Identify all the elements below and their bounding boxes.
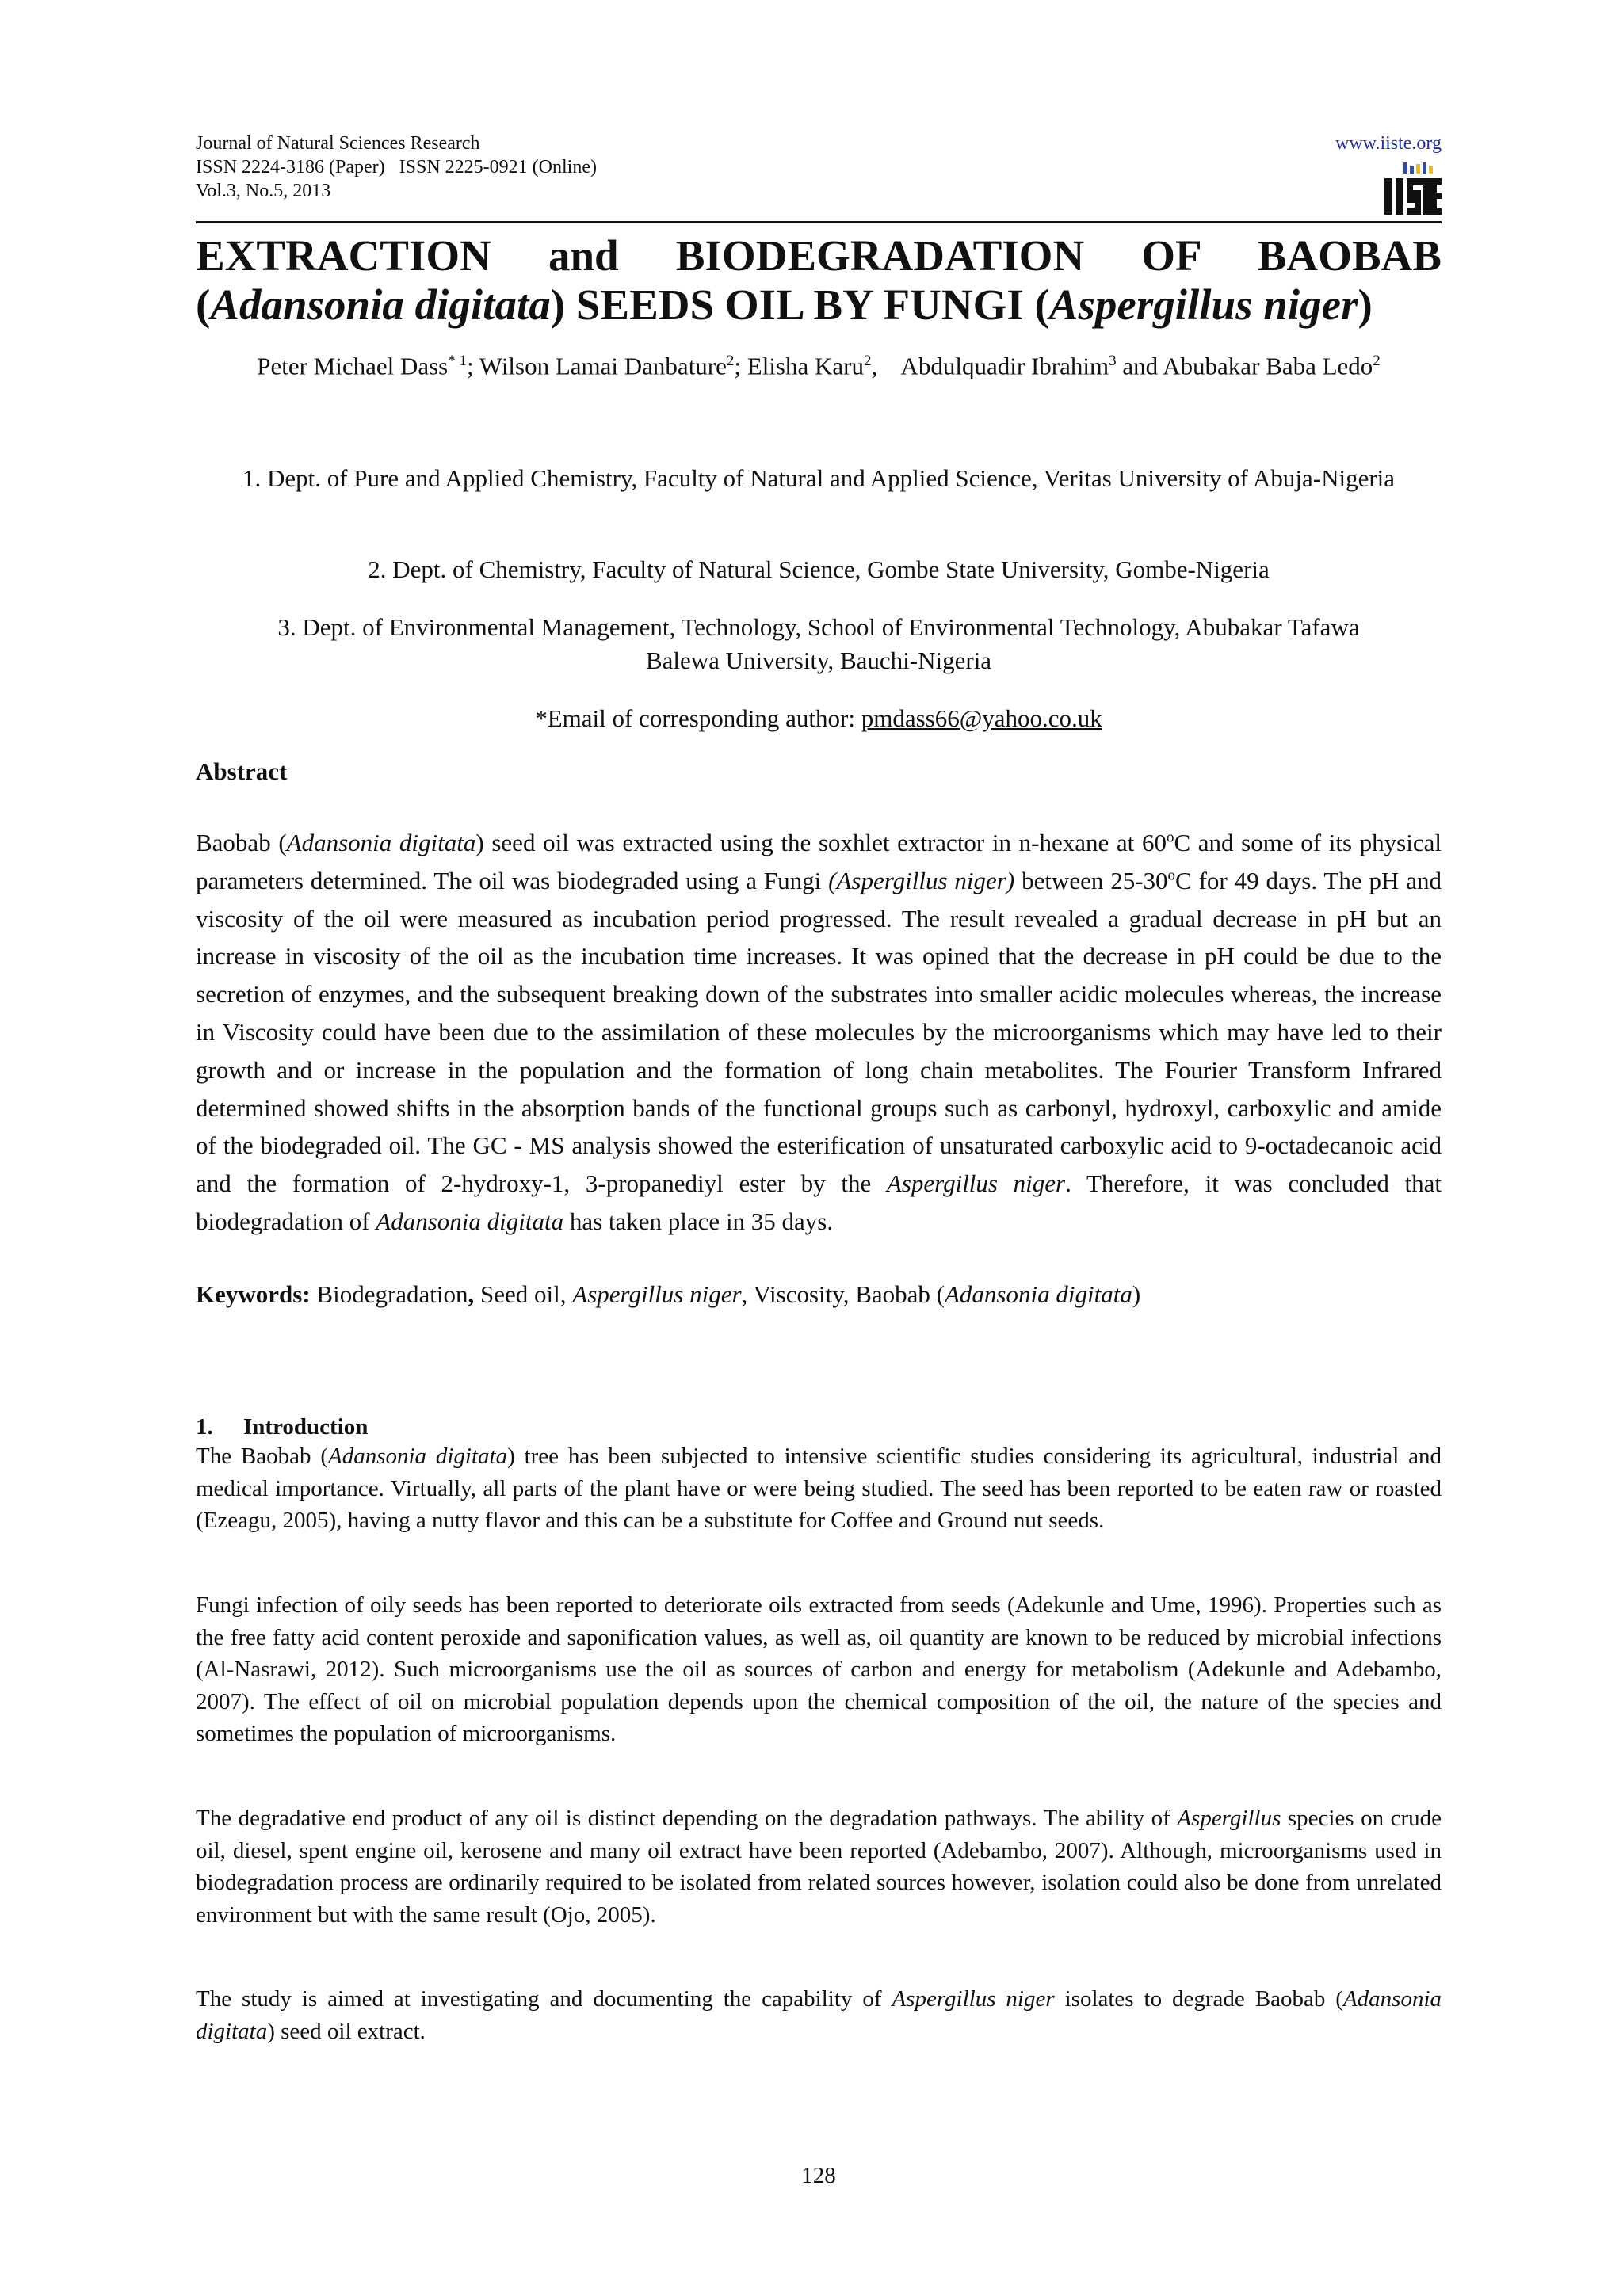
abstract-heading: Abstract xyxy=(196,757,288,785)
page-number: 128 xyxy=(801,2163,836,2188)
abstract-text: Baobab (Adansonia digitata) seed oil was extracted using the soxhlet extractor in n-hexane at 60$^o$C and some of its physical parameters determined. The oil was biodegraded using a Fungi (Aspergillus niger) between 25-30$^o$C for 49 days. The pH and viscosity of the oil were measured as incubation period progressed. The result revealed a gradual decrease in pH but an increase in viscosity of the oil as the incubation time increases. It was opined that the decrease in pH could be due to the secretion of enzymes, and the subsequent breaking down of the substrates into smaller acidic molecules whereas, the increase in Viscosity could have been due to the assimilation of these molecules by the microorganisms which may have led to their growth and or increase in the population and the formation of long chain metabolites. The Fourier Transform Infrared determined showed shifts in the absorption bands of the functional groups such as carbonyl, hydroxyl, carboxylic and amide of the biodegraded oil. The GC - MS analysis showed the esterification of unsaturated carboxylic acid to 9-octadecanoic acid and the formation of 2-hydroxy-1, 3-propanediyl ester by the Aspergillus niger. Therefore, it was concluded that biodegradation of Adansonia digitata has taken place in 35 days. xyxy=(196,829,1442,1235)
paper-page xyxy=(196,0,1442,2296)
intro-paragraph-4: The study is aimed at investigating and documenting the capability of Aspergillus niger isolates to degrade Baobab (Adansonia digitata) seed oil extract. xyxy=(196,1986,1442,2044)
journal-name: Journal of Natural Sciences Research xyxy=(196,133,480,154)
title-line-2: (Adansonia digitata) SEEDS OIL BY FUNGI (Aspergillus niger) xyxy=(196,280,1373,329)
corresponding-email: *Email of corresponding author: pmdass66@yahoo.co.uk xyxy=(535,704,1102,732)
journal-issn: ISSN 2224-3186 (Paper) ISSN 2225-0921 (Online) xyxy=(196,157,597,177)
iiste-logo-icon xyxy=(1384,161,1442,216)
intro-paragraph-1: The Baobab (Adansonia digitata) tree has been subjected to intensive scientific studies considering its agricultural, industrial and medical importance. Virtually, all parts of the plant have or were being studied. The seed has been reported to be eaten raw or roasted (Ezeagu, 2005), having a nutty flavor and this can be a substitute for Coffee and Ground nut seeds. xyxy=(196,1444,1442,1533)
journal-url-link[interactable]: www.iiste.org xyxy=(1335,133,1442,154)
affiliation-3: 3. Dept. of Environmental Management, Technology, School of Environmental Technology, Abubakar Tafawa Balewa University, Bauchi-Nigeria xyxy=(277,613,1360,674)
author-list: Peter Michael Dass$^{* 1}$; Wilson Lamai Danbature$^2$; Elisha Karu$^2$, Abdulquadir Ibrahim$^3$ and Abubakar Baba Ledo$^2$ xyxy=(257,352,1381,380)
keywords: Keywords: Biodegradation, Seed oil, Aspergillus niger, Viscosity, Baobab (Adansonia digitata) xyxy=(196,1280,1141,1308)
journal-info xyxy=(196,132,988,203)
email-link[interactable]: pmdass66@yahoo.co.uk xyxy=(861,704,1102,732)
intro-paragraph-3: The degradative end product of any oil is distinct depending on the degradation pathways. The ability of Aspergillus species on crude oil, diesel, spent engine oil, kerosene and many oil extract have been reported (Adebambo, 2007). Although, microorganisms used in biodegradation process are ordinarily required to be isolated from related sources however, isolation could also be done from unrelated environment but with the same result (Ojo, 2005). xyxy=(196,1806,1442,1928)
journal-volume: Vol.3, No.5, 2013 xyxy=(196,181,331,201)
intro-paragraph-2: Fungi infection of oily seeds has been reported to deteriorate oils extracted from seeds (Adekunle and Ume, 1996). Properties such as the free fatty acid content peroxide and saponification values, as well as, oil quantity are known to be reduced by microbial infections (Al-Nasrawi, 2012). Such microorganisms use the oil as sources of carbon and energy for metabolism (Adekunle and Adebambo, 2007). The effect of oil on microbial population depends upon the chemical composition of the oil, the nature of the species and sometimes the population of microorganisms. xyxy=(196,1592,1442,1746)
header-rule xyxy=(196,221,1442,223)
affiliation-2: 2. Dept. of Chemistry, Faculty of Natural Science, Gombe State University, Gombe-Nigeria xyxy=(368,555,1270,583)
paper-title xyxy=(196,231,1442,330)
affiliation-1: 1. Dept. of Pure and Applied Chemistry, Faculty of Natural and Applied Science, Veritas University of Abuja-Nigeria xyxy=(242,464,1396,492)
title-line-1: EXTRACTION and BIODEGRADATION OF BAOBAB xyxy=(196,231,1442,280)
section-heading-introduction: 1. Introduction xyxy=(196,1414,369,1440)
